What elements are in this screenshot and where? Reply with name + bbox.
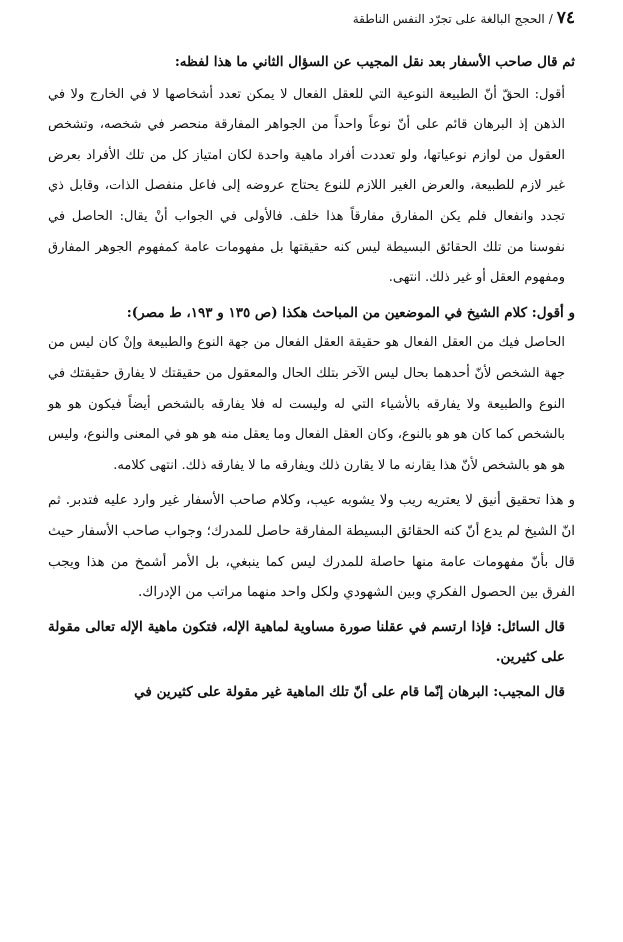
header-separator: / — [548, 12, 553, 26]
quote-sheikh: الحاصل فيك من العقل الفعال هو حقيقة العقل الفعال من جهة النوع والطبيعة وإنْ كان ليس من جهة الشخص لأنّ أحدهما بحال ليس الآخر بتلك الحال والمعقول من حقيقتك لا يفارق حقيقتك في النوع والطبيعة ولا يفارقه بالأشياء التي له وليست له فلا يفارقه بالشخص أيضاً فيكون هو هو بالشخص كما كان هو هو بالنوع، وكان العقل الفعال وما يعقل منه هو هو في المعنى والنوع، وليس هو هو بالشخص لأنّ هذا يقارنه ما لا يقارن ذلك ويفارقه ما لا يفارقه ذلك. انتهى كلامه. — [48, 335, 565, 473]
paragraph-questioner: قال السائل: فإذا ارتسم في عقلنا صورة مساوية لماهية الإله، فتكون ماهية الإله تعالى مقولة على كثيرين. — [48, 618, 565, 666]
page-body — [48, 47, 575, 707]
running-title: الحجج البالغة على تجرّد النفس الناطقة — [352, 12, 545, 26]
page-header — [48, 8, 575, 32]
page-number: ٧٤ — [556, 8, 575, 28]
quote-asfar: أقول: الحقّ أنّ الطبيعة النوعية التي للعقل الفعال لا يمكن تعدد أشخاصها لا في الخارج ولا في الذهن إذ البرهان قائم على أنّ نوعاً واحداً من الجواهر المفارقة منحصر في شخصه، وتشخص العقول من لوازم نوعياتها، ولو تعددت أفراد ماهية واحدة لكان امتياز كل من تلك الأفراد بعرض غير لازم للطبيعة، والعرض الغير اللازم للنوع يحتاج عروضه إلى فاعل منفصل الذات، وقابل ذي تجدد وانفعال فلم يكن المفارق مفارقاً هذا خلف. فالأولى في الجواب أنْ يقال: الحاصل في نفوسنا من تلك الحقائق البسيطة ليس كنه حقيقتها بل مفهومات عامة كمفهوم الجوهر المفارق ومفهوم العقل أو غير ذلك. انتهى. — [48, 86, 565, 286]
intro-paragraph: ثم قال صاحب الأسفار بعد نقل المجيب عن السؤال الثاني ما هذا لفظه: — [174, 54, 575, 70]
paragraph-responder: قال المجيب: البرهان إنّما قام على أنّ تلك الماهية غير مقولة على كثيرين في — [134, 683, 565, 700]
book-page — [48, 0, 575, 942]
paragraph-analysis: و هذا تحقيق أنيق لا يعتريه ريب ولا يشوبه عيب، وكلام صاحب الأسفار غير وارد عليه فتدبر. ثم انّ الشيخ لم يدع أنّ كنه الحقائق البسيطة المفارقة حاصل للمدرك؛ وجواب صاحب الأسفار حيث قال بأنّ مفهومات عامة منها حاصلة للمدرك ليس كما ينبغي، بل الأمر أشمخ من هذا ويجب الفرق بين الحصول الفكري وبين الشهودي ولكل واحد منهما مراتب من الإدراك. — [48, 492, 575, 601]
quote-intro: و أقول: كلام الشيخ في الموضعين من المباحث هكذا (ص ١٣٥ و ١٩٣، ط مصر): — [126, 304, 575, 321]
